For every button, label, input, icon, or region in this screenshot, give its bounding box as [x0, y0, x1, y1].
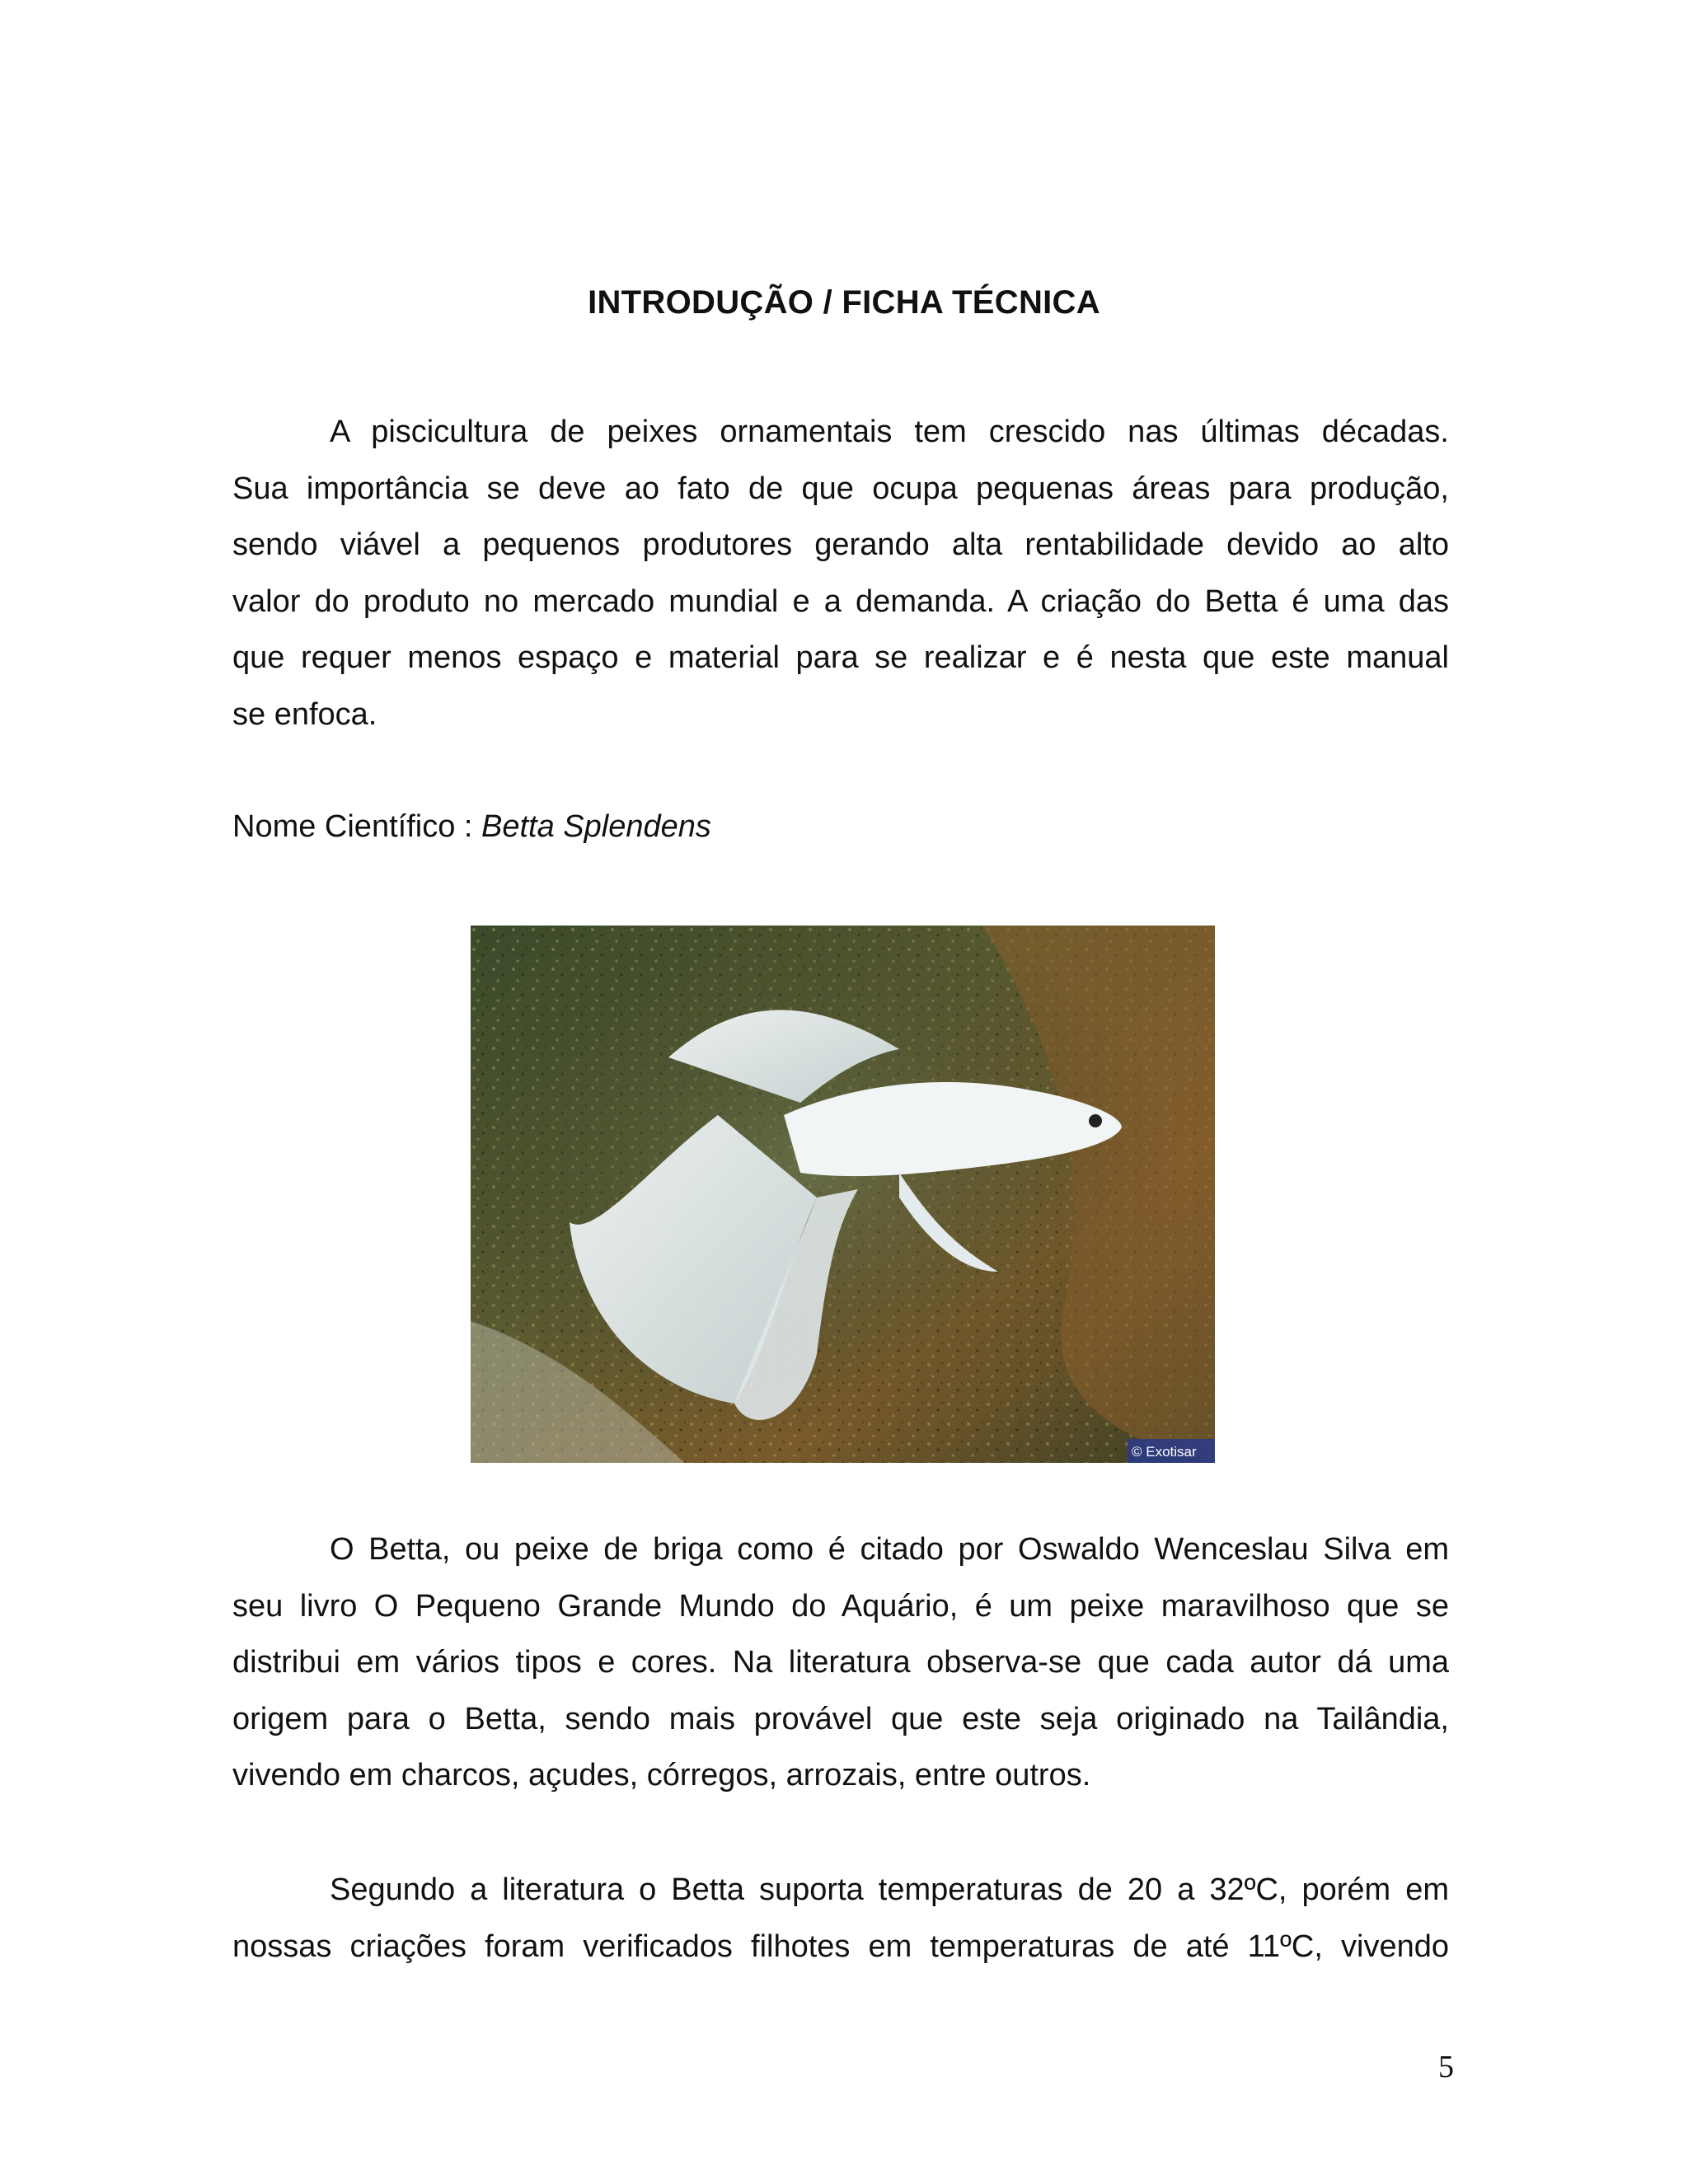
paragraph-line: valor do produto no mercado mundial e a demanda. A criação do Betta é uma das [232, 583, 1449, 619]
paragraph-line: vivendo em charcos, açudes, córregos, arrozais, entre outros. [232, 1758, 1091, 1793]
paragraph-line: A piscicultura de peixes ornamentais tem crescido nas últimas décadas. [330, 415, 1449, 449]
betta-fish-photo [471, 926, 1215, 1463]
scientific-name-label: Nome Científico : [232, 809, 473, 844]
paragraph-line: nossas criações foram verificados filhotes em temperaturas de até 11ºC, vivendo [232, 1929, 1449, 1964]
paragraph-line: Segundo a literatura o Betta suporta temperaturas de 20 a 32ºC, porém em [330, 1872, 1449, 1907]
intro-paragraph [232, 404, 1449, 743]
temperature-paragraph [232, 1862, 1449, 1975]
paragraph-line: sendo viável a pequenos produtores gerando alta rentabilidade devido ao alto [232, 527, 1449, 562]
photo-watermark: © Exotisar [1132, 1444, 1197, 1460]
paragraph-line: distribui em vários tipos e cores. Na literatura observa-se que cada autor dá uma [232, 1645, 1449, 1680]
paragraph-line: seu livro O Pequeno Grande Mundo do Aquário, é um peixe maravilhoso que se [232, 1588, 1449, 1624]
scientific-name [232, 806, 711, 847]
scientific-name-value: Betta Splendens [481, 809, 711, 844]
paragraph-line: Sua importância se deve ao fato de que ocupa pequenas áreas para produção, [232, 471, 1449, 506]
paragraph-line: se enfoca. [232, 696, 377, 732]
page-title: INTRODUÇÃO / FICHA TÉCNICA [588, 284, 1100, 321]
betta-paragraph [232, 1521, 1449, 1804]
page-number: 5 [1438, 2050, 1454, 2084]
paragraph-line: O Betta, ou peixe de briga como é citado por Oswaldo Wenceslau Silva em [330, 1532, 1449, 1567]
paragraph-line: que requer menos espaço e material para se realizar e é nesta que este manual [232, 640, 1449, 675]
paragraph-line: origem para o Betta, sendo mais provável que este seja originado na Tailândia, [232, 1701, 1449, 1736]
